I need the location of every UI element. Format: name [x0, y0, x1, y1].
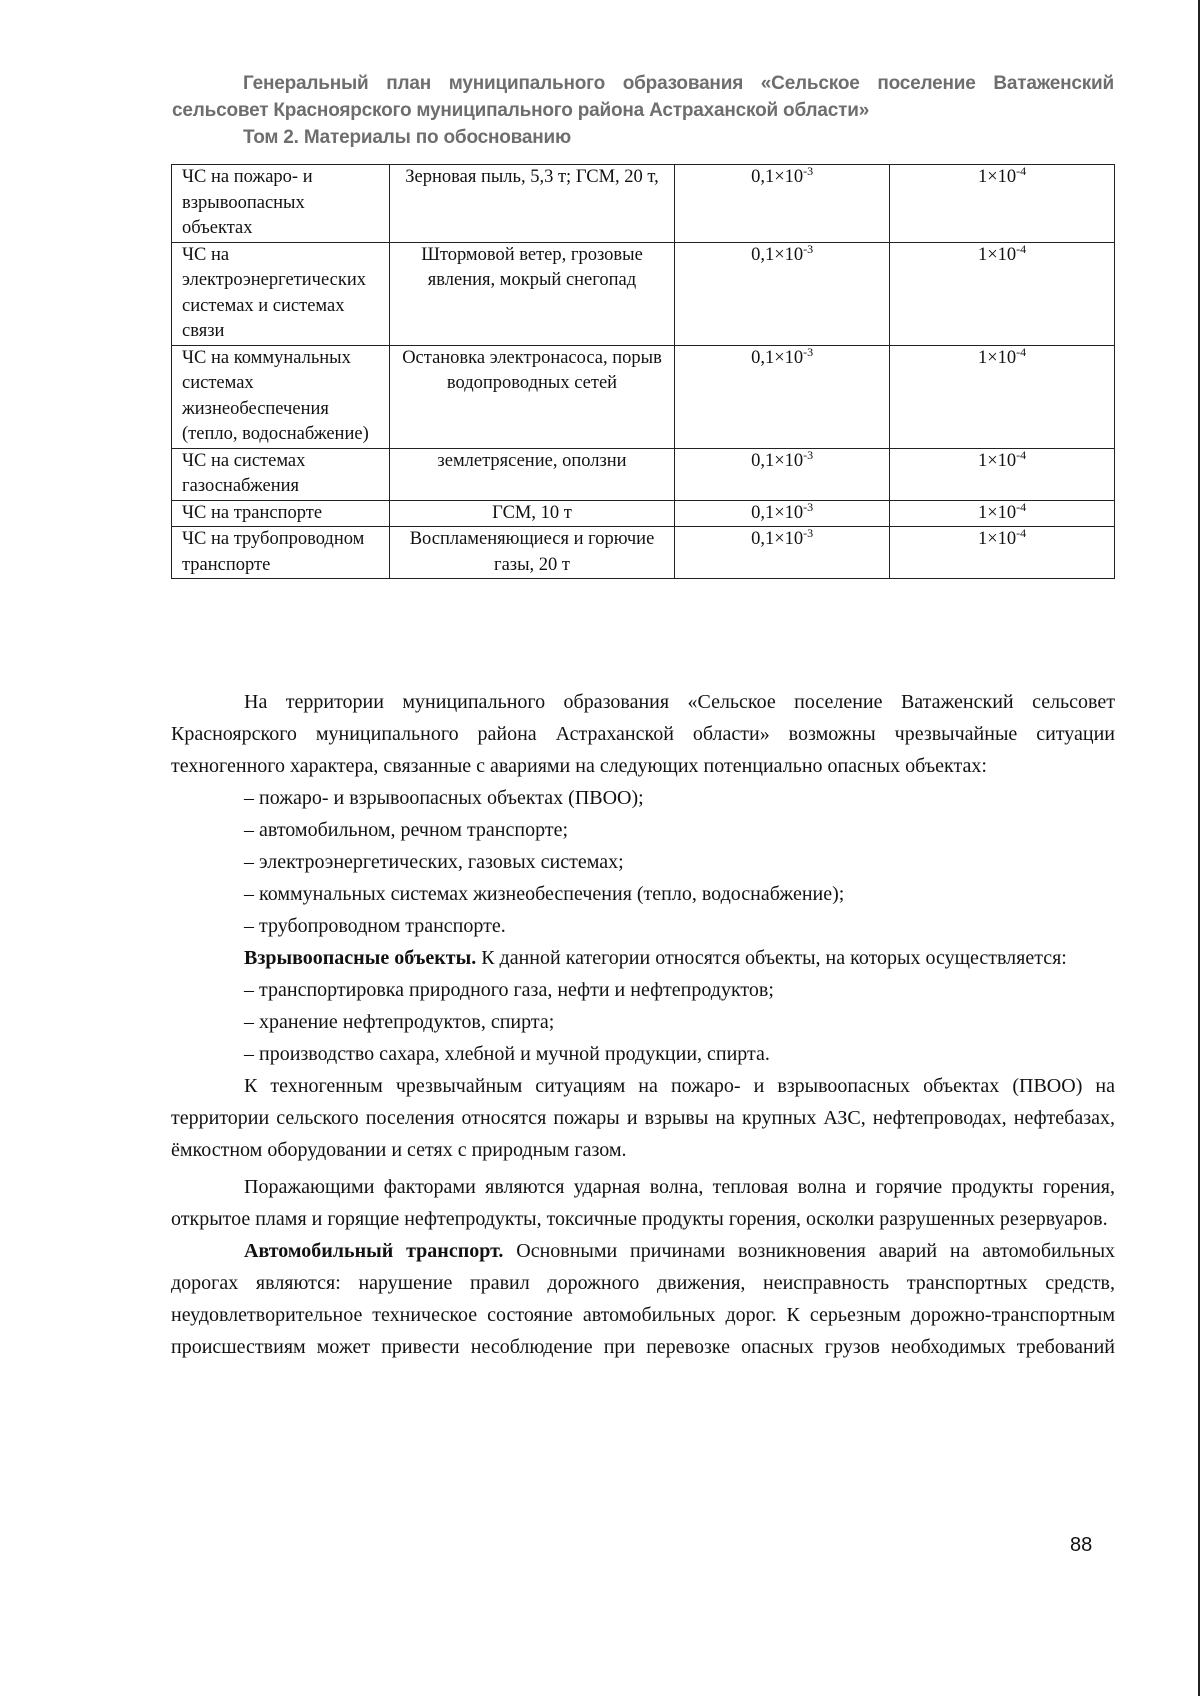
emergency-source-cell: Остановка электронасоса, порыв водопроводных сетей	[389, 345, 674, 448]
emergency-source-cell: ГСМ, 10 т	[389, 500, 674, 527]
probability-cell: $0,1\times 10^{-3}$	[675, 448, 890, 500]
list-item: – хранение нефтепродуктов, спирта;	[244, 1011, 555, 1033]
probability-cell: $0,1\times 10^{-3}$	[675, 527, 890, 579]
road-transport-paragraph: Автомобильный транспорт. Основными причинами возникновения аварий на автомобильных дорогах являются: нарушение правил дорожного движения, неисправность транспортных средств, неудовлетворительное техническое состояние автомобильных дорог. К серьезным дорожно-транспортным происшествиям может привести несоблюдение при перевозке опасных грузов необходимых требований	[171, 1240, 1115, 1358]
table-row	[172, 500, 1115, 527]
emergency-source-cell: Штормовой ветер, грозовые явления, мокрый снегопад	[389, 242, 674, 345]
emergency-type-cell: ЧС на системах газоснабжения	[172, 448, 390, 500]
probability-cell: $1\times 10^{-4}$	[890, 527, 1115, 579]
emergency-type-cell: ЧС на трубопроводном транспорте	[172, 527, 390, 579]
list-item: – производство сахара, хлебной и мучной продукции, спирта.	[244, 1043, 770, 1065]
table-row	[172, 242, 1115, 345]
list-item: – транспортировка природного газа, нефти и нефтепродуктов;	[244, 979, 774, 1001]
emergency-type-cell: ЧС на транспорте	[172, 500, 390, 527]
header-line-1: Генеральный план муниципального образования «Сельское поселение Ватаженский	[243, 73, 1114, 94]
running-header	[172, 70, 1114, 151]
table-row	[172, 345, 1115, 448]
probability-cell: $1\times 10^{-4}$	[890, 500, 1115, 527]
header-line-3: Том 2. Материалы по обоснованию	[243, 127, 572, 148]
list-item: – электроэнергетических, газовых системах;	[244, 851, 624, 873]
damage-factors-paragraph: Поражающими факторами являются ударная волна, тепловая волна и горячие продукты горения, открытое пламя и горящие нефтепродукты, токсичные продукты горения, осколки разрушенных резервуаров.	[171, 1176, 1115, 1230]
emergency-source-cell: землетрясение, оползни	[389, 448, 674, 500]
section-heading: Взрывоопасные объекты.	[244, 947, 477, 969]
page-number: 88	[1070, 1534, 1093, 1556]
explosive-objects-paragraph: Взрывоопасные объекты. К данной категории относятся объекты, на которых осуществляется:	[244, 947, 1067, 969]
emergency-type-cell: ЧС на пожаро- и взрывоопасных объектах	[172, 165, 390, 243]
emergency-type-cell: ЧС на электроэнергетических системах и системах связи	[172, 242, 390, 345]
list-item: – пожаро- и взрывоопасных объектах (ПВОО);	[244, 787, 644, 809]
probability-cell: $0,1\times 10^{-3}$	[675, 500, 890, 527]
probability-cell: $1\times 10^{-4}$	[890, 448, 1115, 500]
emergency-source-cell: Воспламеняющиеся и горючие газы, 20 т	[389, 527, 674, 579]
list-item: – коммунальных системах жизнеобеспечения (тепло, водоснабжение);	[244, 883, 845, 905]
table-row	[172, 165, 1115, 243]
table-row	[172, 527, 1115, 579]
emergency-type-cell: ЧС на коммунальных системах жизнеобеспечения (тепло, водоснабжение)	[172, 345, 390, 448]
probability-cell: $0,1\times 10^{-3}$	[675, 242, 890, 345]
table-row	[172, 448, 1115, 500]
header-line-2: сельсовет Красноярского муниципального района Астраханской области»	[172, 100, 870, 121]
section-heading: Автомобильный транспорт.	[244, 1240, 504, 1262]
probability-cell: $0,1\times 10^{-3}$	[675, 345, 890, 448]
body-text	[171, 686, 1115, 1363]
pvoo-paragraph: К техногенным чрезвычайным ситуациям на пожаро- и взрывоопасных объектах (ПВОО) на территории сельского поселения относятся пожары и взрывы на крупных АЗС, нефтепроводах, нефтебазах, ёмкостном оборудовании и сетях с природным газом.	[171, 1075, 1115, 1161]
probability-cell: $1\times 10^{-4}$	[890, 165, 1115, 243]
intro-paragraph: На территории муниципального образования «Сельское поселение Ватаженский сельсовет Красноярского муниципального района Астраханской области» возможны чрезвычайные ситуации техногенного характера, связанные с авариями на следующих потенциально опасных объектах:	[171, 691, 1115, 777]
probability-cell: $1\times 10^{-4}$	[890, 345, 1115, 448]
probability-cell: $0,1\times 10^{-3}$	[675, 165, 890, 243]
list-item: – трубопроводном транспорте.	[244, 915, 506, 937]
emergency-risk-table	[171, 164, 1115, 579]
emergency-source-cell: Зерновая пыль, 5,3 т; ГСМ, 20 т,	[389, 165, 674, 243]
list-item: – автомобильном, речном транспорте;	[244, 819, 569, 841]
probability-cell: $1\times 10^{-4}$	[890, 242, 1115, 345]
